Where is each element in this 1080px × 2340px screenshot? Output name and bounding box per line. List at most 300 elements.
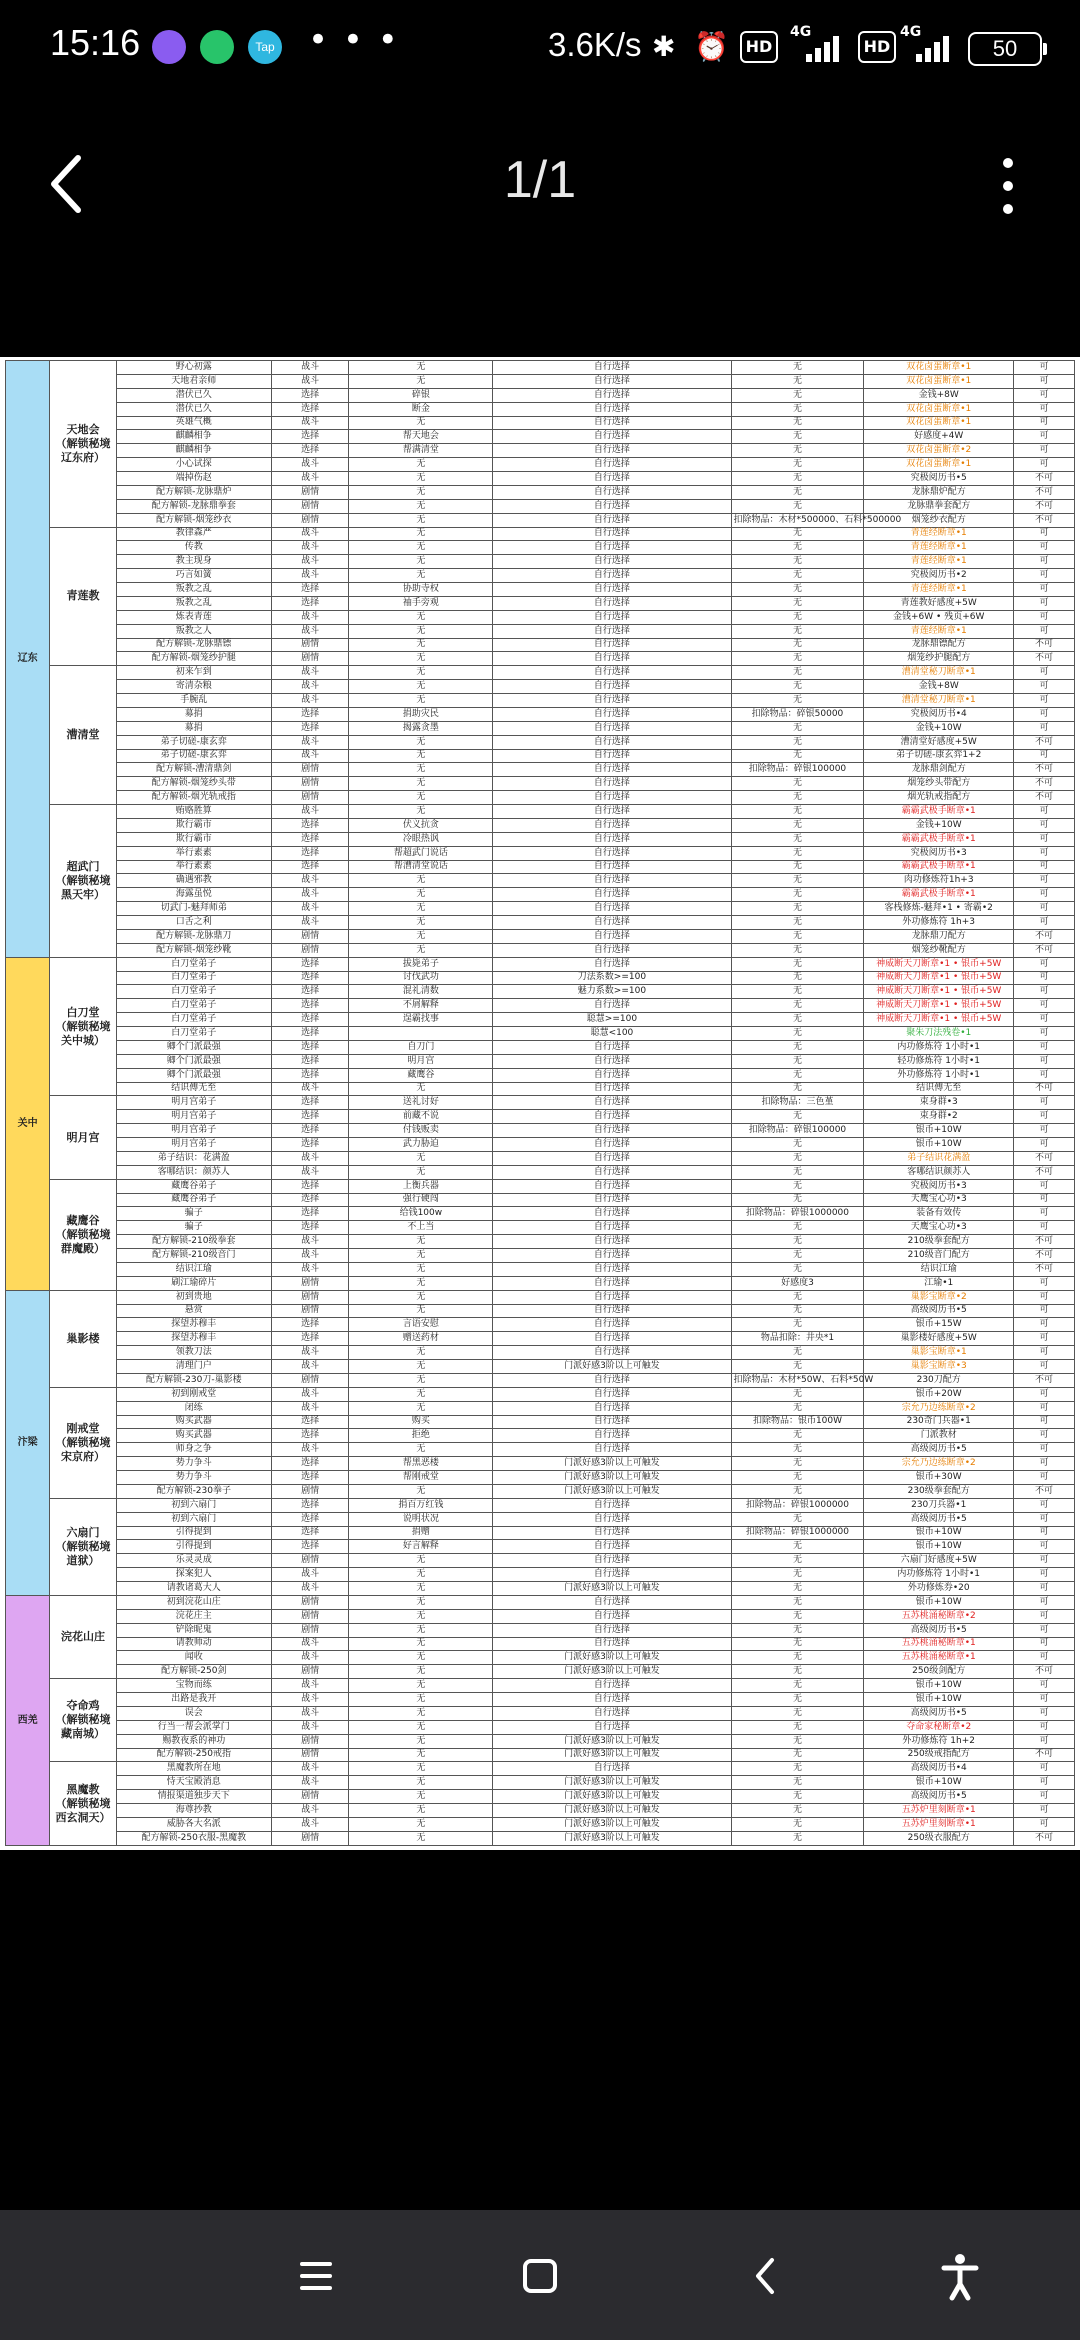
quest-name-cell: 购买武器 [116, 1415, 271, 1429]
repeatable-cell: 可 [1013, 1651, 1074, 1665]
option-cell: 无 [349, 569, 493, 583]
quest-type-cell: 剧情 [271, 1554, 349, 1568]
quest-name-cell: 情报渠道独步天下 [116, 1790, 271, 1804]
cost-cell: 无 [731, 749, 864, 763]
condition-cell: 自行选择 [493, 485, 731, 499]
accessibility-button[interactable] [930, 2246, 990, 2306]
cost-cell: 无 [731, 943, 864, 957]
quest-type-cell: 剧情 [271, 943, 349, 957]
region-label: 辽东 [6, 361, 50, 958]
table-row [6, 1582, 1075, 1596]
repeatable-cell: 不可 [1013, 472, 1074, 486]
condition-cell: 自行选择 [493, 1207, 731, 1221]
option-cell: 帮天地会 [349, 430, 493, 444]
sect-label: 青莲教 [50, 527, 116, 666]
quest-type-cell: 选择 [271, 985, 349, 999]
reward-cell: 外功修炼符 1小时•1 [864, 1068, 1014, 1082]
table-row [6, 860, 1075, 874]
table-row [6, 1554, 1075, 1568]
table-row [6, 527, 1075, 541]
quest-name-cell: 配方解锁-210级音门 [116, 1249, 271, 1263]
reward-cell: 龙脉鼎炉配方 [864, 485, 1014, 499]
quest-name-cell: 卿个门派最强 [116, 1054, 271, 1068]
quest-type-cell: 战斗 [271, 527, 349, 541]
quest-name-cell: 配方解锁-龙脉鼎刀 [116, 929, 271, 943]
cost-cell: 无 [731, 888, 864, 902]
condition-cell: 自行选择 [493, 1693, 731, 1707]
option-cell: 无 [349, 805, 493, 819]
condition-cell: 自行选择 [493, 916, 731, 930]
quest-type-cell: 战斗 [271, 1249, 349, 1263]
repeatable-cell: 可 [1013, 805, 1074, 819]
reward-cell: 烟笼纱衣配方 [864, 513, 1014, 527]
quest-type-cell: 战斗 [271, 902, 349, 916]
condition-cell: 自行选择 [493, 721, 731, 735]
option-cell: 逞霸找事 [349, 1013, 493, 1027]
reward-cell: 高级阅历书•5 [864, 1790, 1014, 1804]
cost-cell: 无 [731, 805, 864, 819]
table-row [6, 1276, 1075, 1290]
cost-cell: 无 [731, 1068, 864, 1082]
table-row [6, 1665, 1075, 1679]
quest-type-cell: 剧情 [271, 1276, 349, 1290]
option-cell: 断金 [349, 402, 493, 416]
table-row [6, 943, 1075, 957]
cost-cell: 无 [731, 1748, 864, 1762]
reward-cell: 神威断天刀断章•1 • 银币+5W [864, 971, 1014, 985]
cost-cell: 无 [731, 1706, 864, 1720]
option-cell: 无 [349, 1817, 493, 1831]
condition-cell: 自行选择 [493, 1623, 731, 1637]
condition-cell: 自行选择 [493, 1637, 731, 1651]
reward-cell: 结识江瑜 [864, 1262, 1014, 1276]
quest-name-cell: 配方解锁-烟光轨戒指 [116, 791, 271, 805]
table-row [6, 624, 1075, 638]
condition-cell: 自行选择 [493, 1151, 731, 1165]
table-row [6, 971, 1075, 985]
condition-cell: 自行选择 [493, 943, 731, 957]
cost-cell: 无 [731, 527, 864, 541]
quest-type-cell: 战斗 [271, 1693, 349, 1707]
quest-type-cell: 选择 [271, 596, 349, 610]
table-row [6, 1290, 1075, 1304]
cost-cell: 无 [731, 1054, 864, 1068]
quest-name-cell: 配方解锁-烟笼纱衣 [116, 513, 271, 527]
repeatable-cell: 可 [1013, 1193, 1074, 1207]
quest-name-cell: 威胁各大名派 [116, 1817, 271, 1831]
repeatable-cell: 不可 [1013, 791, 1074, 805]
option-cell: 捐百万红钱 [349, 1498, 493, 1512]
quest-name-cell: 传教 [116, 541, 271, 555]
quest-name-cell: 白刀堂弟子 [116, 1013, 271, 1027]
quest-type-cell: 战斗 [271, 888, 349, 902]
option-cell: 无 [349, 1804, 493, 1818]
repeatable-cell: 可 [1013, 1124, 1074, 1138]
cost-cell: 无 [731, 1831, 864, 1845]
table-row [6, 874, 1075, 888]
quest-type-cell: 选择 [271, 1498, 349, 1512]
quest-type-cell: 战斗 [271, 666, 349, 680]
cost-cell: 无 [731, 1346, 864, 1360]
option-cell: 无 [349, 1401, 493, 1415]
cost-cell: 无 [731, 777, 864, 791]
quest-type-cell: 选择 [271, 1512, 349, 1526]
option-cell: 无 [349, 1706, 493, 1720]
repeatable-cell: 可 [1013, 1540, 1074, 1554]
condition-cell: 自行选择 [493, 513, 731, 527]
reward-cell: 双花卤蛋断章•1 [864, 361, 1014, 375]
repeatable-cell: 可 [1013, 1415, 1074, 1429]
option-cell: 伏义抗贪 [349, 818, 493, 832]
repeatable-cell: 不可 [1013, 499, 1074, 513]
repeatable-cell: 可 [1013, 846, 1074, 860]
table-row [6, 1679, 1075, 1693]
table-row [6, 777, 1075, 791]
option-cell: 无 [349, 1734, 493, 1748]
condition-cell: 自行选择 [493, 777, 731, 791]
quest-name-cell: 叛教之乱 [116, 596, 271, 610]
table-row [6, 1360, 1075, 1374]
condition-cell: 自行选择 [493, 1082, 731, 1096]
quest-name-cell: 配方解锁-250剑 [116, 1665, 271, 1679]
reward-cell: 夺命家秘断章•2 [864, 1720, 1014, 1734]
quest-name-cell: 请教帅动 [116, 1637, 271, 1651]
cost-cell: 无 [731, 791, 864, 805]
repeatable-cell: 可 [1013, 1110, 1074, 1124]
reward-cell: 五苏炉里刻断章•1 [864, 1817, 1014, 1831]
table-row [6, 1623, 1075, 1637]
condition-cell: 刀法系数>=100 [493, 971, 731, 985]
cost-cell: 无 [731, 1623, 864, 1637]
reward-cell: 银币+10W [864, 1693, 1014, 1707]
quest-type-cell: 剧情 [271, 1304, 349, 1318]
table-row [6, 707, 1075, 721]
repeatable-cell: 可 [1013, 416, 1074, 430]
condition-cell: 自行选择 [493, 735, 731, 749]
condition-cell: 自行选择 [493, 846, 731, 860]
condition-cell: 自行选择 [493, 596, 731, 610]
cost-cell: 无 [731, 666, 864, 680]
option-cell: 无 [349, 1665, 493, 1679]
reward-cell: 青莲教好感度+5W [864, 596, 1014, 610]
quest-name-cell: 藏鹰谷弟子 [116, 1179, 271, 1193]
option-cell: 帮刚戒堂 [349, 1471, 493, 1485]
option-cell: 无 [349, 1748, 493, 1762]
condition-cell: 自行选择 [493, 1679, 731, 1693]
reward-cell: 金钱+10W [864, 721, 1014, 735]
cost-cell: 无 [731, 1651, 864, 1665]
condition-cell: 自行选择 [493, 1720, 731, 1734]
option-cell: 无 [349, 1568, 493, 1582]
reward-cell: 银币+10W [864, 1540, 1014, 1554]
option-cell: 无 [349, 1609, 493, 1623]
repeatable-cell: 可 [1013, 1526, 1074, 1540]
repeatable-cell: 不可 [1013, 1748, 1074, 1762]
signal-icon [900, 24, 952, 62]
option-cell: 无 [349, 1290, 493, 1304]
table-row [6, 1429, 1075, 1443]
option-cell: 购买 [349, 1415, 493, 1429]
chat-app-icon [152, 30, 186, 64]
signal-icon [790, 24, 842, 62]
table-row [6, 610, 1075, 624]
cost-cell: 扣除物品：碎银1000000 [731, 1526, 864, 1540]
repeatable-cell: 不可 [1013, 485, 1074, 499]
condition-cell: 自行选择 [493, 680, 731, 694]
repeatable-cell: 可 [1013, 999, 1074, 1013]
table-row [6, 832, 1075, 846]
condition-cell: 自行选择 [493, 1595, 731, 1609]
condition-cell: 门派好感3阶以上可触发 [493, 1790, 731, 1804]
table-row [6, 596, 1075, 610]
option-cell: 无 [349, 499, 493, 513]
table-row [6, 1387, 1075, 1401]
repeatable-cell: 可 [1013, 749, 1074, 763]
quest-type-cell: 选择 [271, 860, 349, 874]
cost-cell: 无 [731, 1679, 864, 1693]
option-cell: 无 [349, 1595, 493, 1609]
repeatable-cell: 可 [1013, 374, 1074, 388]
repeatable-cell: 可 [1013, 874, 1074, 888]
cost-cell: 无 [731, 472, 864, 486]
quest-name-cell: 弟子切磋-康玄弈 [116, 735, 271, 749]
option-cell: 无 [349, 1346, 493, 1360]
repeatable-cell: 可 [1013, 1804, 1074, 1818]
condition-cell: 自行选择 [493, 1096, 731, 1110]
condition-cell: 自行选择 [493, 1526, 731, 1540]
table-row [6, 818, 1075, 832]
status-bar [0, 0, 1080, 96]
cost-cell: 无 [731, 444, 864, 458]
quest-name-cell: 骗子 [116, 1221, 271, 1235]
repeatable-cell: 可 [1013, 1443, 1074, 1457]
table-row [6, 763, 1075, 777]
option-cell: 捐赠 [349, 1526, 493, 1540]
quest-type-cell: 选择 [271, 1124, 349, 1138]
reward-cell: 宗允乃边练断章•2 [864, 1457, 1014, 1471]
cost-cell: 无 [731, 1443, 864, 1457]
reward-cell: 银币+20W [864, 1387, 1014, 1401]
quest-type-cell: 战斗 [271, 610, 349, 624]
cost-cell: 无 [731, 860, 864, 874]
option-cell: 无 [349, 1304, 493, 1318]
table-row [6, 1332, 1075, 1346]
clock-time: 15:16 [50, 22, 141, 63]
quest-name-cell: 潜伏已久 [116, 388, 271, 402]
quest-type-cell: 剧情 [271, 1290, 349, 1304]
repeatable-cell: 可 [1013, 1401, 1074, 1415]
table-row [6, 1512, 1075, 1526]
home-button[interactable] [510, 2246, 570, 2306]
quest-type-cell: 选择 [271, 1457, 349, 1471]
cost-cell: 无 [731, 1693, 864, 1707]
repeatable-cell: 可 [1013, 583, 1074, 597]
reward-cell: 外功修炼符 1h+2 [864, 1734, 1014, 1748]
quest-type-cell: 剧情 [271, 513, 349, 527]
reward-cell: 客栈修炼-魅拜•1 • 寄霸•2 [864, 902, 1014, 916]
quest-type-cell: 选择 [271, 1138, 349, 1152]
repeatable-cell: 可 [1013, 624, 1074, 638]
reward-cell: 银币+15W [864, 1318, 1014, 1332]
cost-cell: 扣除物品：碎银100000 [731, 1124, 864, 1138]
cost-cell: 无 [731, 1013, 864, 1027]
quest-type-cell: 选择 [271, 388, 349, 402]
option-cell: 无 [349, 1776, 493, 1790]
condition-cell: 聪慧>=100 [493, 1013, 731, 1027]
quest-type-cell: 选择 [271, 707, 349, 721]
quest-type-cell: 战斗 [271, 1706, 349, 1720]
condition-cell: 自行选择 [493, 1415, 731, 1429]
repeatable-cell: 可 [1013, 1457, 1074, 1471]
option-cell: 无 [349, 1276, 493, 1290]
quest-type-cell: 战斗 [271, 416, 349, 430]
cost-cell: 无 [731, 929, 864, 943]
table-row [6, 1207, 1075, 1221]
reward-cell: 结识傅无至 [864, 1082, 1014, 1096]
table-row [6, 1138, 1075, 1152]
reward-cell: 高级阅历书•5 [864, 1512, 1014, 1526]
sect-label: 天地会 （解锁秘境 辽东府） [50, 361, 116, 528]
quest-name-cell: 弟子结识：花满盈 [116, 1151, 271, 1165]
more-notifications-icon: • • • [308, 20, 400, 60]
table-row [6, 485, 1075, 499]
condition-cell: 门派好感3阶以上可触发 [493, 1817, 731, 1831]
quest-name-cell: 出路是我开 [116, 1693, 271, 1707]
table-row [6, 1706, 1075, 1720]
sect-label: 超武门 （解锁秘境 黑天牢） [50, 805, 116, 958]
quest-type-cell: 战斗 [271, 735, 349, 749]
table-row [6, 541, 1075, 555]
cost-cell: 无 [731, 1734, 864, 1748]
table-row [6, 652, 1075, 666]
cost-cell: 无 [731, 1165, 864, 1179]
repeatable-cell: 可 [1013, 902, 1074, 916]
option-cell: 无 [349, 1151, 493, 1165]
quest-name-cell: 配方解锁-龙脉鼎炉 [116, 485, 271, 499]
quest-name-cell: 潜伏已久 [116, 402, 271, 416]
repeatable-cell: 可 [1013, 569, 1074, 583]
cost-cell: 无 [731, 1304, 864, 1318]
cost-cell: 无 [731, 1221, 864, 1235]
repeatable-cell: 可 [1013, 1013, 1074, 1027]
cost-cell: 无 [731, 1235, 864, 1249]
table-row [6, 1235, 1075, 1249]
condition-cell: 自行选择 [493, 1429, 731, 1443]
repeatable-cell: 可 [1013, 1623, 1074, 1637]
reward-cell: 230级拳套配方 [864, 1484, 1014, 1498]
nav-back-button[interactable] [736, 2246, 796, 2306]
repeatable-cell: 可 [1013, 1762, 1074, 1776]
reward-cell: 银币+10W [864, 1595, 1014, 1609]
quest-name-cell: 乐灵灵成 [116, 1554, 271, 1568]
quest-name-cell: 配方解锁-龙脉鼎镖 [116, 638, 271, 652]
condition-cell: 自行选择 [493, 929, 731, 943]
quest-name-cell: 募捐 [116, 721, 271, 735]
repeatable-cell: 可 [1013, 527, 1074, 541]
quest-name-cell: 配方解锁-230拳子 [116, 1484, 271, 1498]
condition-cell: 门派好感3阶以上可触发 [493, 1651, 731, 1665]
reward-cell: 究极阅历书•5 [864, 472, 1014, 486]
condition-cell: 自行选择 [493, 888, 731, 902]
sect-label: 浣花山庄 [50, 1595, 116, 1678]
cost-cell: 无 [731, 388, 864, 402]
reward-cell: 聚朱刀法残卷•1 [864, 1027, 1014, 1041]
table-row [6, 1637, 1075, 1651]
quest-name-cell: 购买武器 [116, 1429, 271, 1443]
reward-cell: 250级戒指配方 [864, 1748, 1014, 1762]
option-cell: 袖手旁观 [349, 596, 493, 610]
option-cell: 送礼讨好 [349, 1096, 493, 1110]
condition-cell: 自行选择 [493, 1554, 731, 1568]
quest-name-cell: 明月宫弟子 [116, 1096, 271, 1110]
reward-cell: 双花卤蛋断章•1 [864, 402, 1014, 416]
quest-type-cell: 剧情 [271, 929, 349, 943]
option-cell: 无 [349, 749, 493, 763]
condition-cell: 门派好感3阶以上可触发 [493, 1734, 731, 1748]
quest-type-cell: 战斗 [271, 1776, 349, 1790]
quest-type-cell: 剧情 [271, 1831, 349, 1845]
table-row [6, 1748, 1075, 1762]
repeatable-cell: 可 [1013, 971, 1074, 985]
condition-cell: 自行选择 [493, 569, 731, 583]
quest-name-cell: 配方解锁-漕清鼎剑 [116, 763, 271, 777]
cost-cell: 无 [731, 1040, 864, 1054]
table-row [6, 1082, 1075, 1096]
reward-cell: 龙脉鼎剑配方 [864, 763, 1014, 777]
reward-cell: 青莲经断章•1 [864, 555, 1014, 569]
quest-type-cell: 选择 [271, 402, 349, 416]
quest-name-cell: 藏鹰谷弟子 [116, 1193, 271, 1207]
table-row [6, 791, 1075, 805]
quest-type-cell: 战斗 [271, 361, 349, 375]
table-row [6, 1304, 1075, 1318]
more-options-button[interactable] [990, 146, 1026, 226]
cost-cell: 无 [731, 1110, 864, 1124]
document-image[interactable] [0, 357, 1080, 1850]
repeatable-cell: 不可 [1013, 929, 1074, 943]
table-row [6, 929, 1075, 943]
quest-type-cell: 战斗 [271, 458, 349, 472]
table-row [6, 1221, 1075, 1235]
quest-name-cell: 初来乍到 [116, 666, 271, 680]
reward-cell: 门派教材 [864, 1429, 1014, 1443]
reward-cell: 银币+10W [864, 1124, 1014, 1138]
option-cell: 无 [349, 1831, 493, 1845]
repeatable-cell: 可 [1013, 957, 1074, 971]
cost-cell: 无 [731, 1027, 864, 1041]
table-row [6, 680, 1075, 694]
quest-name-cell: 麒麟相争 [116, 430, 271, 444]
quest-type-cell: 选择 [271, 1221, 349, 1235]
condition-cell: 自行选择 [493, 1401, 731, 1415]
quest-type-cell: 选择 [271, 1193, 349, 1207]
table-row [6, 749, 1075, 763]
network-type: 4G [900, 24, 922, 40]
cost-cell: 无 [731, 610, 864, 624]
quest-name-cell: 探望苏穆丰 [116, 1318, 271, 1332]
cost-cell: 扣除物品：碎银1000000 [731, 1207, 864, 1221]
quest-type-cell: 战斗 [271, 1720, 349, 1734]
quest-type-cell: 选择 [271, 1040, 349, 1054]
condition-cell: 自行选择 [493, 583, 731, 597]
reward-cell: 青莲经断章•1 [864, 583, 1014, 597]
cost-cell: 无 [731, 721, 864, 735]
quest-name-cell: 卿个门派最强 [116, 1068, 271, 1082]
recent-apps-button[interactable] [286, 2246, 346, 2306]
condition-cell: 自行选择 [493, 1235, 731, 1249]
table-row [6, 1734, 1075, 1748]
region-label: 汴梁 [6, 1290, 50, 1595]
